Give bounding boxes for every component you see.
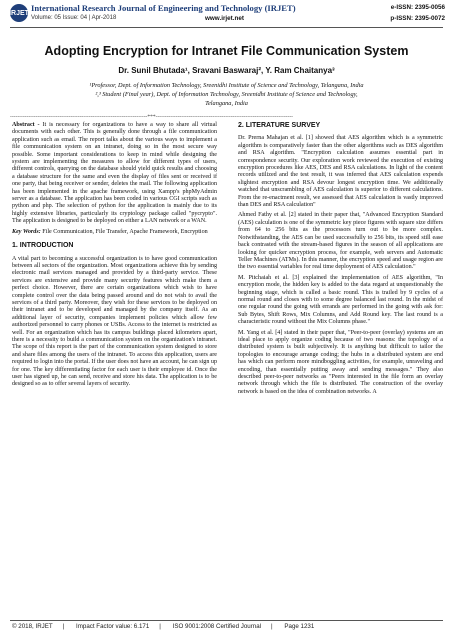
paper-title: Adopting Encryption for Intranet File Communication System — [44, 44, 409, 58]
p-issn: p-ISSN: 2395-0072 — [390, 15, 445, 22]
abstract-paragraph — [12, 122, 217, 226]
journal-website[interactable]: www.irjet.net — [205, 15, 244, 22]
header-rule — [10, 27, 443, 28]
literature-paragraph-1: Dr. Prerna Mahajan et al. [1] showed that AES algorithm which is a symmetric algorithm is comparatively faster than the other algorithms such as DES algorithm and RSA algorithm. "Encryption calculation assumes essential part in correspondence security. Our exploration work reviewed the execution of existing encryption procedures like AES, DES and RSA calculations. In light of the content records utilized and the test result, it was inferred that AES calculation expends slightest encryption and RSA devour longest encryption time. We additionally watched that unscrambling of AES calculation is superior to different calculations. From the re-enactment result, we assessed that AES calculation is vastly improved than DES and RSA calculation" — [238, 135, 443, 209]
intro-heading: 1. INTRODUCTION — [12, 242, 74, 250]
abstract-label: Abstract - — [12, 122, 40, 128]
volume-issue: Volume: 05 Issue: 04 | Apr-2018 — [31, 15, 117, 21]
section-separator: ---------------------------------------------------------------------------***--------------------------------------------------------------------------- — [10, 114, 293, 120]
journal-header — [0, 0, 453, 28]
literature-paragraph-3: M. Pitchaiah et al. [3] explained the implementation of AES algorithm, "In encryption mode, the hidden key is added to the data regard at unquestionably the beginning stage, which is called a basic round. This is trailed by 9 cycles of a normal round and closes with to some degree balanced last round. In the midst of one regular round the going with errands are performed in the going with ask for: Sub Bytes, Shift Rows, Mix Columns, and Add Round key. The last round is a characteristic round without the Mix Columns phase." — [238, 274, 443, 326]
footer-impact-factor: Impact Factor value: 6.171 — [76, 623, 150, 630]
left-column — [12, 122, 217, 392]
footer-page-number: Page 1231 — [284, 623, 315, 630]
literature-paragraph-4: M. Yang et al. [4] stated in their paper that, "Peer-to-peer (overlay) systems are an ideal place to apply organize coding because of two reasons: the topology of a distributed system is built subjectively. It is anything but difficult to tailor the topologies to encourage arrange coding; the hubs in a distributed system are end has which can perform more mindboggling activities, for example, unraveling and encoding, than essentially putting away and sending messages." They also described peer-to-peer networks as "Peers interested in the file form an overlay network through which the file is distributed. The construction of the overlay network is based on the idea of combination networks. A — [238, 329, 443, 395]
literature-heading: 2. LITERATURE SURVEY — [238, 122, 321, 129]
footer-rule — [10, 620, 443, 621]
literature-paragraph-2: Ahmed Fathy et al. [2] stated in their paper that, "Advanced Encryption Standard (AES) calculation is one of the symmetric key piece figures with square size differs from 64 to 256 bits as the processors turn out to be more complex. Notwithstanding, the AES can be used successfully to 256 bits, its speed still ease back contrasted with the stream-based figures in the season of all applications are looking for quicker encryption process, for example, web servers and Automatic Teller Machines (ATMs). In this manner, the encryption speed and usage region are the two essential variables for real time deployment of AES calculation." — [238, 212, 443, 271]
footer-copyright: © 2018, IRJET — [12, 623, 53, 630]
keywords-text: File Communication, File Transfer, Apache Framework, Encryption — [40, 228, 208, 235]
paper-authors: Dr. Sunil Bhutada¹, Sravani Baswaraj², Y. Ram Chaitanya³ — [118, 66, 335, 75]
journal-name: International Research Journal of Engineering and Technology (IRJET) — [31, 3, 296, 13]
abstract-text: It is necessary for organizations to have a way to share all virtual documents with each other. This is generally done through a file communication application such as email. The report talks about the various ways to implement a file communication system on an intranet, doing so in the most secure way possible. Some important considerations to keep in mind while designing the system are implementing the measures to allow for different types of users, different controls, querying on the database should yield quick results and choosing a database structure for the same and even the display of files sent or received if one party, that being receiver or sender, deletes the mail. The following application has been implemented in the apache framework, using Xampp's phpMyAdmin server as a database. The application has been coded in various CGI scripts such as python and php. The selection of python for the application is mainly due to its highly extensive libraries, particularly its cryptology package called "pycrypto". The application is designed to be deployed on either a LAN network or a WAN. — [12, 122, 218, 225]
affiliation-line-2: ²,³ Student (Final year), Dept. of Information Technology, Sreenidhi Institute of Science and Technology, — [95, 91, 358, 98]
affiliation-line-1: ¹Professor, Dept. of Information Technology, Sreenidhi Institute of Science and Technology, Telangana, India — [89, 82, 364, 89]
right-column — [238, 122, 443, 399]
footer-iso: ISO 9001:2008 Certified Journal — [172, 623, 262, 630]
affiliation-line-3: Telangana, India — [205, 100, 248, 107]
irjet-logo: IRJET — [10, 4, 28, 22]
intro-paragraph: A vital part to becoming a successful organization is to have good communication between all sectors of the organization. Most organizations achieve this by sending electronic mail services managed and provided by a third-party service. These services are extensive and provide many security features which make them a perfect choice. However, there are certain organizations which wish to have complete control over the data being passed around and do not wish to avail the services of a third party. Moreover, they wish for these services to be deployed on their intranet and to be developed and managed by the company itself. As an additional layer of security, companies implement policies which allow few authorized personnel to carry phones or USBs. Access to the internet is restricted as well. For an organization which has its campus buildings placed kilometers apart, there is a necessity to build a communication system on the organization's intranet. The scope of this report is the part of the communication system designed to store and share files among the users of the intranet. To access this application, users are required to login into the portal. If the user does not have an account, he can sign up for one. The key differentiating factor for each user is their employee id. Once the user has signed up, he can send, receive and store his data. The application is to be designed so as to offer several layers of security. — [12, 255, 217, 388]
keywords-paragraph — [12, 229, 217, 236]
e-issn: e-ISSN: 2395-0056 — [390, 4, 445, 11]
page-footer: © 2018, IRJET | Impact Factor value: 6.171 | ISO 9001:2008 Certified Journal | Page 1231 — [12, 623, 315, 630]
keywords-label: Key Words: — [12, 228, 41, 235]
